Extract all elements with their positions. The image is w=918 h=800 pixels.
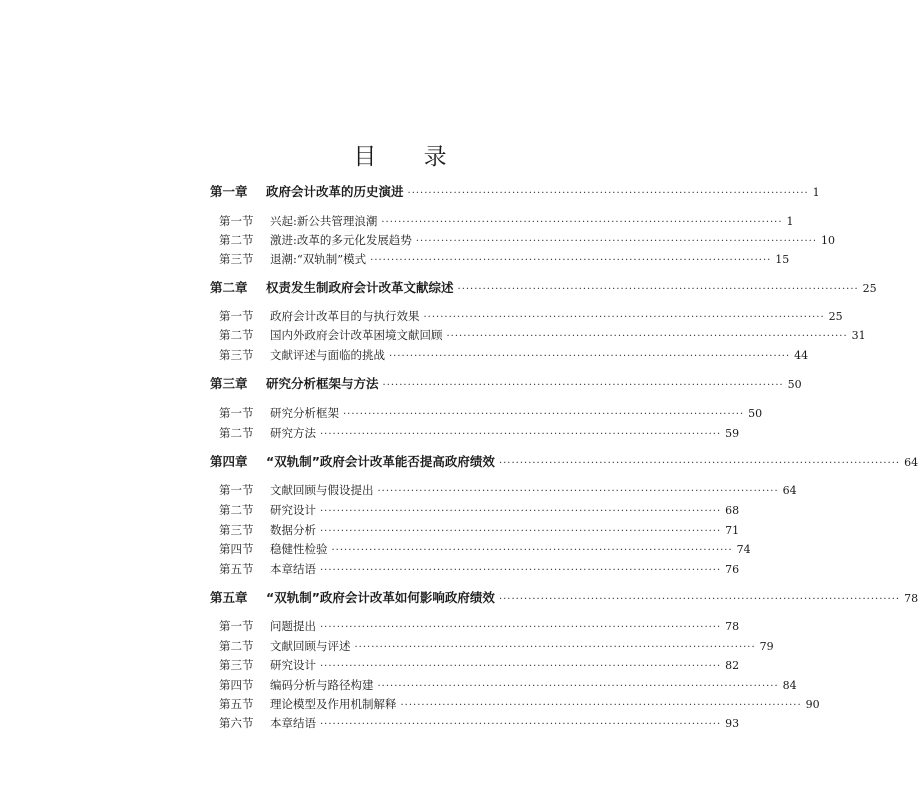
section-number: 第一节 [219, 619, 254, 633]
page-number: 59 [725, 427, 740, 440]
toc-section-entry[interactable] [219, 694, 820, 714]
dot-leader: ································································································ [377, 486, 779, 497]
page-number: 90 [805, 698, 820, 711]
section-title: 兴起:新公共管理浪潮 [270, 214, 378, 228]
dot-leader: ································································································ [400, 700, 802, 711]
section-title: 编码分析与路径构建 [270, 678, 374, 692]
toc-chapter-entry[interactable] [210, 374, 802, 394]
dot-leader: ································································································ [381, 217, 783, 228]
section-title: 理论模型及作用机制解释 [270, 697, 397, 711]
toc-section-entry[interactable] [219, 345, 809, 365]
section-title: 文献回顾与评述 [270, 639, 351, 653]
section-title: 研究分析框架 [270, 406, 339, 420]
dot-leader: ································································································ [446, 331, 848, 342]
dot-leader: ································································································ [320, 661, 722, 672]
toc-chapter-entry[interactable] [210, 182, 820, 202]
page-number: 50 [787, 378, 802, 391]
section-number: 第二节 [219, 328, 254, 342]
dot-leader: ································································································ [389, 351, 791, 362]
page-number: 78 [904, 592, 918, 605]
toc-section-entry[interactable] [219, 616, 740, 636]
section-number: 第一节 [219, 309, 254, 323]
toc-section-entry[interactable] [219, 713, 740, 733]
section-number: 第三节 [219, 523, 254, 537]
section-number: 第三节 [219, 658, 254, 672]
page-number: 78 [725, 620, 740, 633]
section-title: 研究方法 [270, 426, 316, 440]
toc-section-entry[interactable] [219, 655, 740, 675]
toc-section-entry[interactable] [219, 211, 794, 231]
section-number: 第五节 [219, 697, 254, 711]
dot-leader: ································································································ [498, 458, 901, 469]
section-number: 第四节 [219, 542, 254, 556]
dot-leader: ································································································ [407, 188, 809, 199]
page-number: 68 [725, 504, 740, 517]
toc-section-entry[interactable] [219, 403, 763, 423]
dot-leader: ································································································ [343, 409, 745, 420]
toc-chapter-entry[interactable] [210, 278, 877, 298]
page-number: 1 [812, 186, 820, 199]
chapter-title: 权责发生制政府会计改革文献综述 [266, 280, 454, 295]
section-title: 研究设计 [270, 503, 316, 517]
page-number: 64 [782, 484, 797, 497]
section-number: 第二节 [219, 639, 254, 653]
toc-section-entry[interactable] [219, 480, 797, 500]
toc-section-entry[interactable] [219, 520, 740, 540]
toc-section-entry[interactable] [219, 500, 740, 520]
chapter-title: “双轨制”政府会计改革如何影响政府绩效 [266, 590, 495, 605]
page-number: 79 [759, 640, 774, 653]
page-number: 25 [828, 310, 843, 323]
toc-section-entry[interactable] [219, 636, 774, 656]
page-number: 50 [748, 407, 763, 420]
section-number: 第三节 [219, 348, 254, 362]
toc-section-entry[interactable] [219, 539, 751, 559]
section-number: 第三节 [219, 252, 254, 266]
section-number: 第四节 [219, 678, 254, 692]
page-number: 10 [821, 234, 836, 247]
chapter-number: 第一章 [210, 184, 248, 199]
section-number: 第一节 [219, 406, 254, 420]
page-number: 25 [862, 282, 877, 295]
dot-leader: ································································································ [354, 642, 756, 653]
page-number: 1 [786, 215, 794, 228]
section-number: 第六节 [219, 716, 254, 730]
toc-section-entry[interactable] [219, 675, 797, 695]
page-number: 71 [725, 524, 740, 537]
section-title: 问题提出 [270, 619, 316, 633]
chapter-title: 研究分析框架与方法 [266, 376, 379, 391]
section-title: 退潮:“双轨制”模式 [270, 252, 367, 266]
page-title: 目 录 [353, 144, 467, 170]
section-number: 第五节 [219, 562, 254, 576]
toc-chapter-entry[interactable] [210, 588, 918, 608]
dot-leader: ································································································ [320, 429, 722, 440]
page-number: 82 [725, 659, 740, 672]
page-number: 93 [725, 717, 740, 730]
dot-leader: ································································································ [423, 312, 825, 323]
section-number: 第一节 [219, 483, 254, 497]
page-number: 74 [736, 543, 751, 556]
chapter-number: 第二章 [210, 280, 248, 295]
page-number: 64 [904, 456, 918, 469]
page-number: 84 [782, 679, 797, 692]
dot-leader: ································································································ [415, 236, 818, 247]
section-number: 第二节 [219, 233, 254, 247]
toc-section-entry[interactable] [219, 249, 790, 269]
section-title: 文献回顾与假设提出 [270, 483, 374, 497]
section-number: 第二节 [219, 503, 254, 517]
toc-section-entry[interactable] [219, 325, 866, 345]
chapter-number: 第三章 [210, 376, 248, 391]
section-title: 本章结语 [270, 562, 316, 576]
chapter-number: 第五章 [210, 590, 248, 605]
page-number: 76 [725, 563, 740, 576]
page-number: 15 [775, 253, 790, 266]
section-number: 第二节 [219, 426, 254, 440]
section-title: 研究设计 [270, 658, 316, 672]
dot-leader: ································································································ [320, 506, 722, 517]
section-title: 稳健性检验 [270, 542, 328, 556]
toc-section-entry[interactable] [219, 230, 836, 250]
dot-leader: ································································································ [382, 380, 784, 391]
section-title: 激进:改革的多元化发展趋势 [270, 233, 412, 247]
dot-leader: ································································································ [457, 284, 859, 295]
dot-leader: ································································································ [320, 719, 722, 730]
dot-leader: ································································································ [320, 622, 722, 633]
dot-leader: ································································································ [370, 255, 772, 266]
toc-section-entry[interactable] [219, 559, 740, 579]
dot-leader: ································································································ [377, 681, 779, 692]
page-number: 31 [851, 329, 866, 342]
section-number: 第一节 [219, 214, 254, 228]
section-title: 文献评述与面临的挑战 [270, 348, 385, 362]
section-title: 数据分析 [270, 523, 316, 537]
toc-section-entry[interactable] [219, 306, 843, 326]
dot-leader: ································································································ [320, 565, 722, 576]
chapter-number: 第四章 [210, 454, 248, 469]
section-title: 国内外政府会计改革困境文献回顾 [270, 328, 443, 342]
section-title: 本章结语 [270, 716, 316, 730]
toc-section-entry[interactable] [219, 423, 740, 443]
dot-leader: ································································································ [331, 545, 733, 556]
toc-chapter-entry[interactable] [210, 452, 918, 472]
chapter-title: 政府会计改革的历史演进 [266, 184, 404, 199]
dot-leader: ································································································ [498, 594, 901, 605]
chapter-title: “双轨制”政府会计改革能否提高政府绩效 [266, 454, 495, 469]
dot-leader: ································································································ [320, 526, 722, 537]
section-title: 政府会计改革目的与执行效果 [270, 309, 420, 323]
page-number: 44 [794, 349, 809, 362]
